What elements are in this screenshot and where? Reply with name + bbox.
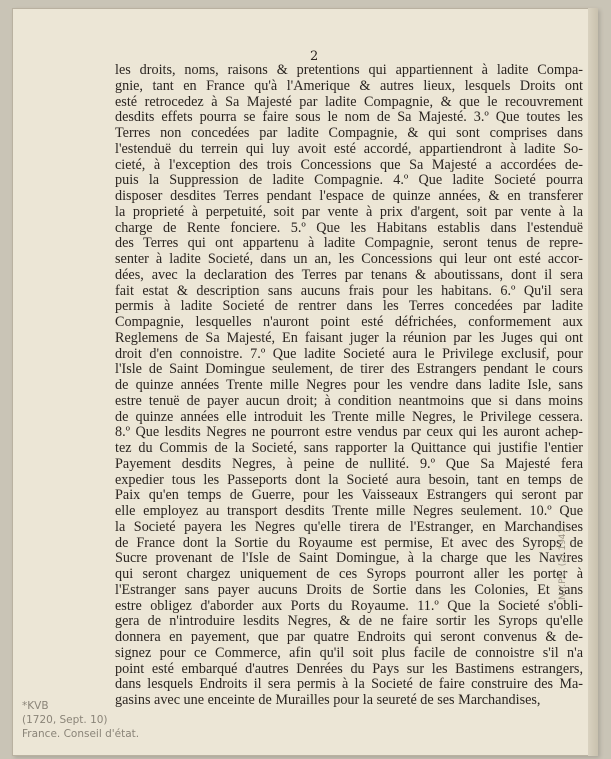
text-line: la Societé payera les Negres qu'elle tirera de l'Estranger, en Marchandises [115, 519, 583, 535]
text-line: cieté, à l'exception des trois Concessions que Sa Majesté a accordées de- [115, 157, 583, 173]
text-line: permis à ladite Societé de rentrer dans les Terres concedées par ladite [115, 299, 583, 315]
catalog-annotation [22, 699, 139, 741]
text-line: point esté embarqué d'autres Denrées du Pays sur les Bastimens estrangers, [115, 661, 583, 677]
text-line: tez du Commis de la Societé, sans rapporter la Quittance qui justifie l'entier [115, 441, 583, 456]
text-line: Sucre provenant de l'Isle de Saint Domingue, à la charge que les Navires [115, 551, 583, 567]
text-line: elle employez au transport desdits Trente mille Negres seulement. 10.º Que [115, 504, 583, 519]
text-line: Paix qu'en temps de Guerre, pour les Vaisseaux Estrangers qui seront par [115, 488, 583, 504]
text-line: l'Isle de Saint Domingue seulement, de tirer des Estrangers pendant le cours [115, 362, 583, 378]
text-line: les droits, noms, raisons & pretentions qui appartiennent à ladite Compa- [115, 63, 583, 78]
text-line: droit d'en connoistre. 7.º Que ladite Societé aura le Privilege exclusif, pour [115, 346, 583, 362]
page-edge [588, 8, 598, 756]
text-line: de quinze années Trente mille Negres pour les vendre dans ladite Isle, sans [115, 378, 583, 393]
text-line: l'Estranger sans payer aucuns Droits de Sortie dans les Colonies, Et sans [115, 582, 583, 598]
text-line: disposer desdites Terres pendant l'espace de quinze années, & en transferer [115, 189, 583, 204]
text-line: puis la Suppression de ladite Compagnie. 4.º Que ladite Societé pourra [115, 173, 583, 189]
text-line: signez pour ce Commerce, afin qu'il soit plus facile de connoistre s'il n'a [115, 645, 583, 661]
annotation-author: France. Conseil d'état. [22, 728, 140, 740]
text-line: expedier tous les Passeports dont la Societé aura besoin, tant en temps de [115, 472, 583, 488]
text-line: desdits effets pourra se faire sous le nom de Sa Majesté. 3.º Que toutes les [115, 110, 583, 126]
text-line: Compagnie, lesquelles n'auront point esté défrichées, conformement aux [115, 315, 583, 330]
text-line: qui seront chargez uniquement de ces Syrops pourront aller les porter à [115, 567, 583, 582]
text-line: Reglemens de Sa Majesté, En faisant juger la réunion par les Juges qui ont [115, 330, 583, 346]
document-page [12, 8, 598, 756]
text-line: l'estenduë du terrein qui luy avoit esté accordé, appartiendront à ladite So- [115, 141, 583, 157]
body-text [115, 63, 583, 709]
call-number: *KVB [22, 700, 49, 712]
text-line: esté retrocedez à Sa Majesté par ladite Compagnie, & que le recouvrement [115, 94, 583, 110]
text-line: de France dont la Sortie du Royaume est permise, Et avec des Syrops de [115, 535, 583, 551]
text-line: de quinze années elle introduit les Trente mille Negres, le Privilege cessera. [115, 409, 583, 425]
text-line: donnera en payement, que par quatre Endroits qui seront convenus & de- [115, 630, 583, 645]
text-line: dées, avec la declaration des Terres par tenans & aboutissans, dont il sera [115, 267, 583, 283]
margin-mark: N.Y.P.L. (2) 1947 [558, 527, 568, 600]
text-line: senter à ladite Societé, dans un an, les Concessions qui leur ont esté accor- [115, 252, 583, 267]
text-line: des Terres qui ont appartenu à ladite Compagnie, seront tenus de repre- [115, 236, 583, 252]
text-line: 8.º Que lesdits Negres ne pourront estre vendus par ceux qui les auront achep- [115, 425, 583, 441]
text-line: estre tenuë de payer aucun droit; à condition neantmoins que si dans moins [115, 393, 583, 409]
text-line: la proprieté à perpetuité, soit par vente à prix d'argent, soit par vente à la [115, 204, 583, 220]
page-number: 2 [310, 49, 319, 64]
text-line: gasins avec une enceinte de Murailles pour la seureté de ses Marchandises, [115, 693, 541, 708]
text-line: charge de Rente fonciere. 5.º Que les Habitans establis dans l'estenduë [115, 220, 583, 236]
annotation-date: (1720, Sept. 10) [22, 714, 108, 726]
text-line: Terres non concedées par ladite Compagnie, & qui sont comprises dans [115, 126, 583, 141]
text-line: estre obligez d'aborder aux Ports du Royaume. 11.º Que la Societé s'obli- [115, 598, 583, 614]
text-line: Payement desdits Negres, à peine de nullité. 9.º Que Sa Majesté fera [115, 456, 583, 472]
text-line: fait estat & description sans aucuns frais pour les habitans. 6.º Qu'il sera [115, 283, 583, 299]
text-line: gnie, tant en France qu'à l'Amerique & autres lieux, lesquels Droits ont [115, 78, 583, 94]
text-line: gera de n'introduire lesdits Negres, & de ne faire sortir les Syrops qu'elle [115, 614, 583, 630]
text-line: dans lesquels Endroits il sera permis à la Societé de faire construire des Ma- [115, 677, 583, 693]
